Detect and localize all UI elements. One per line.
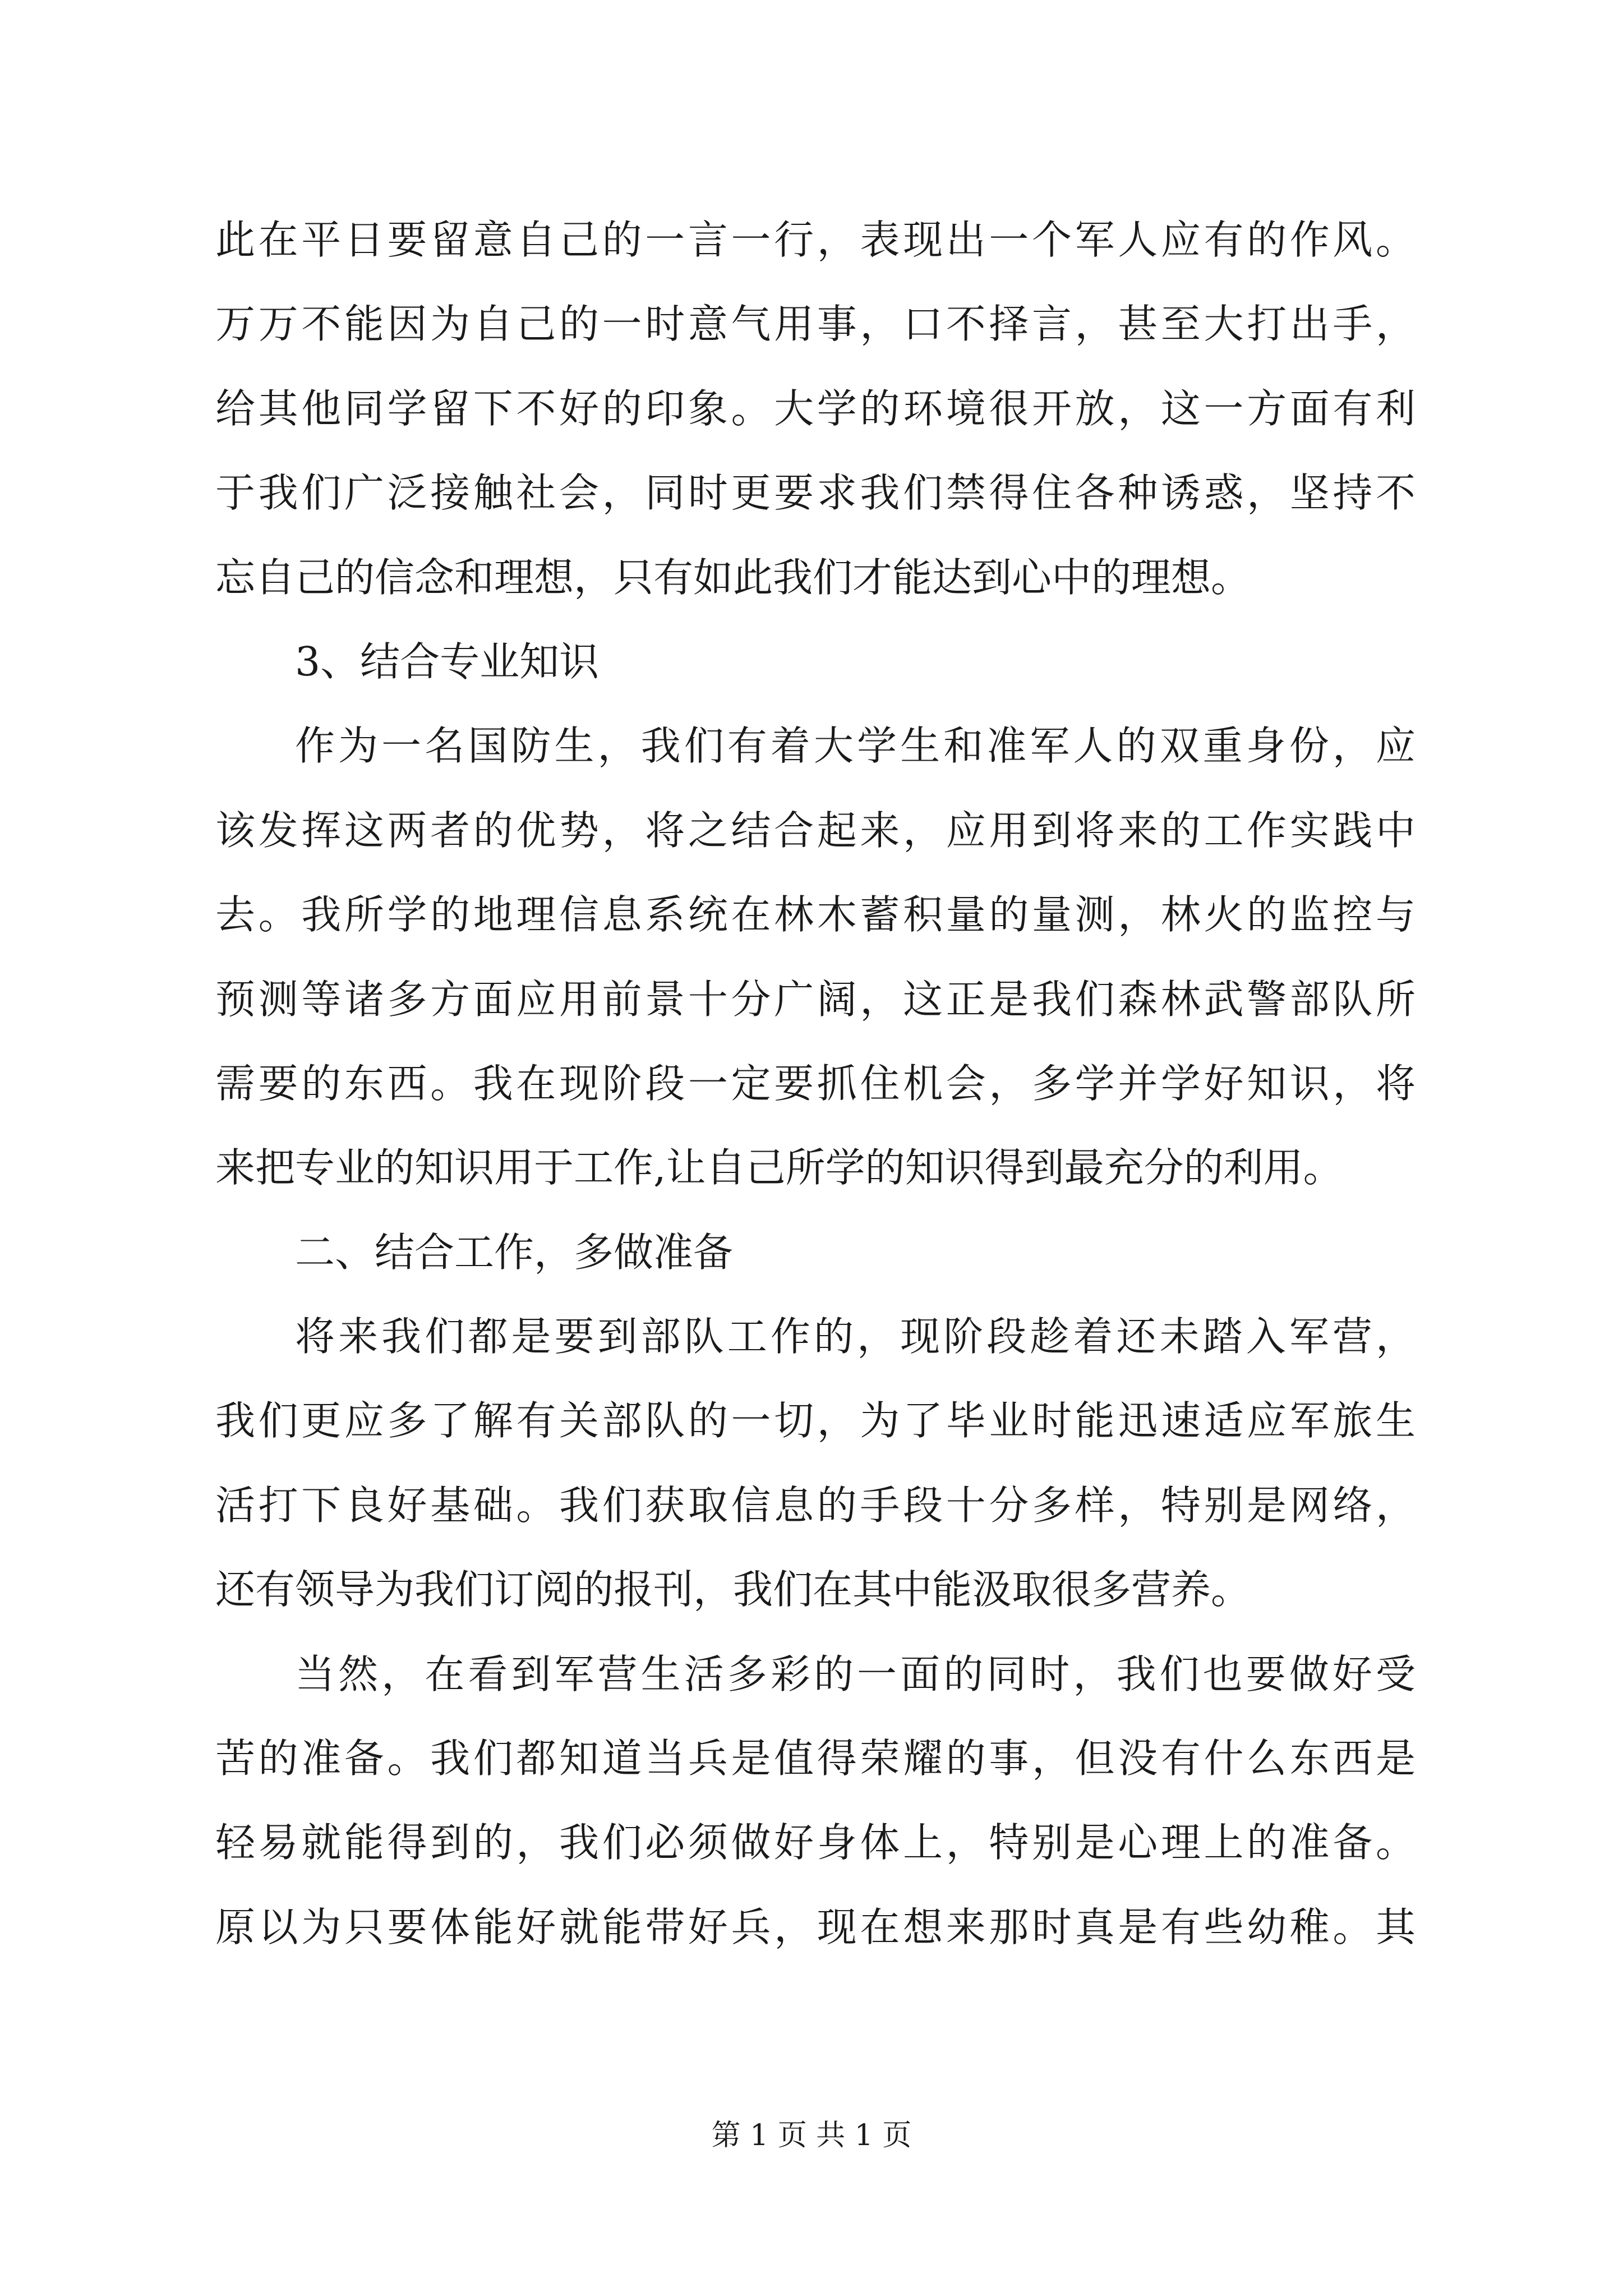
body-line: 作为一名国防生，我们有着大学生和准军人的双重身份，应 bbox=[295, 723, 1415, 770]
body-line: 来把专业的知识用于工作,让自己所学的知识得到最充分的利用。 bbox=[215, 1144, 1343, 1191]
body-line: 去。我所学的地理信息系统在林木蓄积量的量测，林火的监控与 bbox=[215, 891, 1415, 938]
body-line: 我们更应多了解有关部队的一切，为了毕业时能迅速适应军旅生 bbox=[215, 1397, 1415, 1444]
body-line: 将来我们都是要到部队工作的，现阶段趁着还未踏入军营， bbox=[295, 1313, 1415, 1360]
body-line: 轻易就能得到的，我们必须做好身体上，特别是心理上的准备。 bbox=[215, 1819, 1415, 1866]
body-line: 万万不能因为自己的一时意气用事，口不择言，甚至大打出手， bbox=[215, 301, 1415, 348]
body-line: 苦的准备。我们都知道当兵是值得荣耀的事，但没有什么东西是 bbox=[215, 1735, 1415, 1782]
body-line: 此在平日要留意自己的一言一行，表现出一个军人应有的作风。 bbox=[215, 217, 1415, 263]
body-line: 原以为只要体能好就能带好兵，现在想来那时真是有些幼稚。其 bbox=[215, 1903, 1415, 1950]
body-line: 活打下良好基础。我们获取信息的手段十分多样，特别是网络， bbox=[215, 1481, 1415, 1529]
body-line: 还有领导为我们订阅的报刊，我们在其中能汲取很多营养。 bbox=[215, 1566, 1251, 1613]
body-line: 忘自己的信念和理想，只有如此我们才能达到心中的理想。 bbox=[215, 554, 1251, 601]
body-line: 预测等诸多方面应用前景十分广阔，这正是我们森林武警部队所 bbox=[215, 976, 1415, 1023]
section-heading: 3、结合专业知识 bbox=[295, 638, 600, 685]
page-number: 第 1 页 共 1 页 bbox=[711, 2119, 912, 2152]
body-line: 于我们广泛接触社会，同时更要求我们禁得住各种诱惑，坚持不 bbox=[215, 470, 1415, 517]
body-line: 该发挥这两者的优势，将之结合起来，应用到将来的工作实践中 bbox=[215, 807, 1415, 854]
body-line: 给其他同学留下不好的印象。大学的环境很开放，这一方面有利 bbox=[215, 385, 1415, 432]
page-footer bbox=[0, 2116, 1623, 2155]
body-line: 当然，在看到军营生活多彩的一面的同时，我们也要做好受 bbox=[295, 1650, 1415, 1697]
document-body bbox=[215, 198, 1415, 1970]
section-heading: 二、结合工作，多做准备 bbox=[295, 1228, 734, 1276]
body-line: 需要的东西。我在现阶段一定要抓住机会，多学并学好知识，将 bbox=[215, 1060, 1415, 1107]
